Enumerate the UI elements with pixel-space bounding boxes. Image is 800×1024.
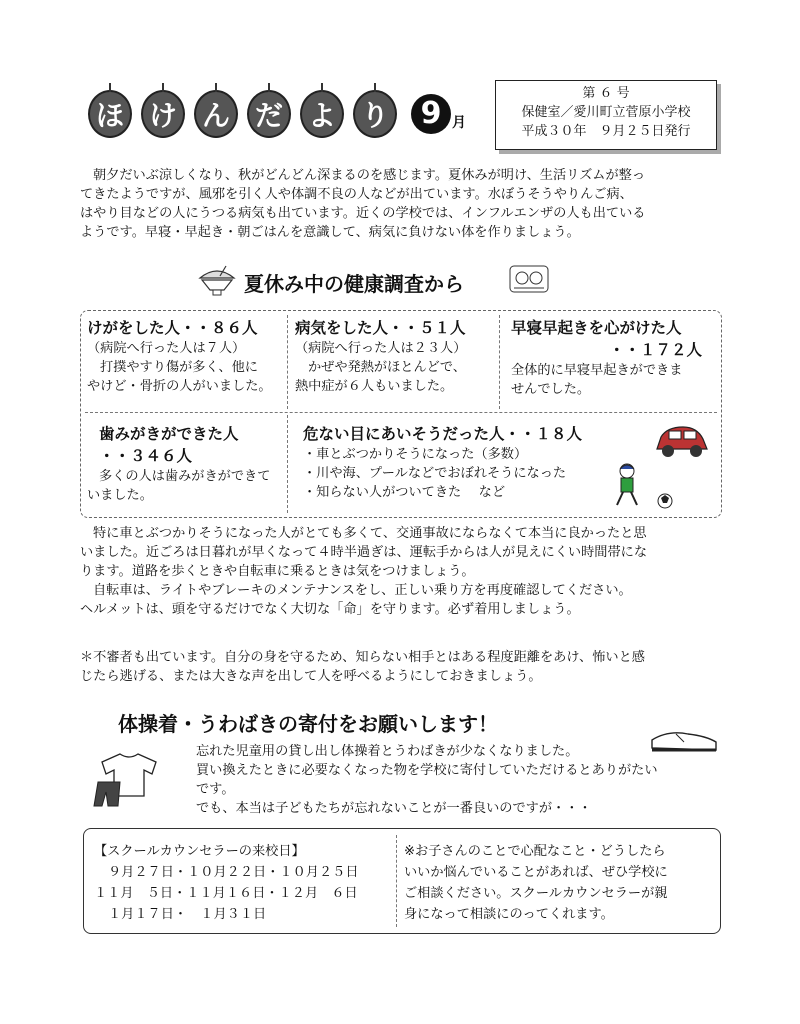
advice-line: 特に車とぶつかりそうになった人がとても多くて、交通事故にならなくて本当に良かったと思	[93, 526, 647, 541]
issue-date: 平成３０年 ９月２５日発行	[521, 124, 691, 139]
donation-line: です。	[196, 782, 235, 797]
advice-line: ります。道路を歩くときや自転車に乗るときは気をつけましょう。	[80, 564, 475, 579]
survey-results-box	[80, 310, 722, 518]
cell-text: ・車とぶつかりそうになった（多数）	[303, 447, 528, 462]
car-icon	[653, 419, 711, 463]
advice-line: ヘルメットは、頭を守るだけでなく大切な「命」を守ります。必ず着用しましょう。	[80, 602, 580, 617]
note-line: いいか悩んでいることがあれば、ぜひ学校に	[404, 865, 668, 880]
cell-text: 熱中症が６人もいました。	[295, 379, 454, 394]
month-label: 月	[452, 115, 466, 131]
teeth-count: ・・３４６人	[99, 447, 193, 465]
intro-paragraph	[80, 166, 645, 242]
donation-heading: 体操着・うわばきの寄付をお願いします！	[118, 712, 498, 736]
injured-cell	[87, 317, 272, 396]
stranger-warning	[80, 648, 645, 686]
title-balloon: ん	[194, 90, 238, 138]
cell-text: やけど・骨折の人がいました。	[87, 379, 272, 394]
visit-dates: １１月 ５日・１１月１６日・１２月 ６日	[94, 886, 358, 901]
traffic-advice	[80, 524, 647, 619]
early-rising-cell	[511, 317, 702, 399]
cell-text: かぜや発熱がほとんどで、	[308, 360, 466, 375]
cell-text: ・知らない人がついてきた など	[303, 485, 506, 500]
early-rising-label: 早寝早起きを心がけた人	[511, 319, 682, 337]
issue-info-box	[495, 80, 717, 150]
advice-line: 自転車は、ライトやブレーキのメンテナンスをし、正しい乗り方を再度確認してください。	[93, 583, 632, 598]
donation-line: でも、本当は子どもたちが忘れないことが一番良いのですが・・・	[196, 801, 592, 816]
cell-text: ・川や海、プールなどでおぼれそうになった	[303, 466, 567, 481]
newsletter-title	[88, 88, 468, 148]
visit-dates: １月１７日・ １月３１日	[108, 907, 267, 922]
warning-line: じたら逃げる、または大きな声を出して人を呼べるようにしておきましょう。	[80, 669, 542, 684]
note-line: 身になって相談にのってくれます。	[404, 907, 614, 922]
note-line: ご相談ください。スクールカウンセラーが親	[404, 886, 668, 901]
sick-cell	[295, 317, 466, 396]
title-balloon: け	[141, 90, 185, 138]
counselor-box	[83, 828, 721, 934]
early-rising-count: ・・１７２人	[609, 341, 703, 359]
intro-line: ようです。早寝・早起き・朝ごはんを意識して、病気に負けない体を作りましょう。	[80, 225, 580, 240]
title-balloon: り	[353, 90, 397, 138]
publisher: 保健室／愛川町立菅原小学校	[521, 105, 691, 120]
counselor-title: 【スクールカウンセラーの来校日】	[94, 844, 305, 859]
cell-text: 全体的に早寝早起きができま	[511, 363, 683, 378]
counselor-schedule	[94, 841, 359, 925]
intro-line: てきたようですが、風邪を引く人や体調不良の人などが出ています。水ぼうそうやりんご病、	[80, 187, 633, 202]
cell-text: いました。	[87, 488, 153, 503]
cell-text: 多くの人は歯みがきができて	[99, 469, 271, 484]
issue-number: 第 ６ 号	[582, 86, 630, 101]
cell-text: 打撲やすり傷が多く、他に	[100, 360, 258, 375]
intro-line: はやり目などの人にうつる病気も出ています。近くの学校では、インフルエンザの人も出ている	[80, 206, 646, 221]
advice-line: いました。近ごろは日暮れが早くなって４時半過ぎは、運転手からは人が見えにくい時間帯にな	[80, 545, 648, 560]
sick-count: 病気をした人・・５１人	[295, 319, 466, 337]
cell-text: せんでした。	[511, 382, 591, 397]
injured-count: けがをした人・・８６人	[87, 319, 258, 337]
survey-heading: 夏休み中の健康調査から	[244, 272, 464, 296]
note-line: ※お子さんのことで心配なこと・どうしたら	[404, 844, 666, 859]
title-balloon: ほ	[88, 90, 132, 138]
gym-clothes-icon	[92, 748, 168, 808]
shaved-ice-icon	[196, 262, 238, 298]
donation-line: 忘れた児童用の貸し出し体操着とうわばきが少なくなりました。	[196, 744, 579, 759]
donation-text	[196, 742, 658, 818]
cell-text: （病院へ行った人は７人）	[87, 341, 246, 356]
month-number: 9	[411, 94, 451, 134]
title-balloon: だ	[247, 90, 291, 138]
danger-count: 危ない目にあいそうだった人・・１８人	[303, 425, 583, 443]
indoor-shoe-icon	[648, 726, 720, 754]
cell-text: （病院へ行った人は２３人）	[295, 341, 467, 356]
teeth-cell	[87, 423, 271, 505]
counselor-note	[404, 841, 668, 925]
child-running-icon	[607, 461, 679, 513]
title-balloon: よ	[300, 90, 344, 138]
warning-line: ＊不審者も出ています。自分の身を守るため、知らない相手とはある程度距離をあけ、怖いと感	[80, 650, 645, 665]
kids-sleeping-icon	[508, 258, 550, 296]
teeth-label: 歯みがきができた人	[99, 425, 239, 443]
visit-dates: ９月２７日・１０月２２日・１０月２５日	[108, 865, 359, 880]
intro-line: 朝夕だいぶ涼しくなり、秋がどんどん深まるのを感じます。夏休みが明け、生活リズムが整っ	[93, 168, 646, 183]
donation-line: 買い換えたときに必要なくなった物を学校に寄付していただけるとありがたい	[196, 763, 658, 778]
danger-cell	[303, 423, 582, 502]
